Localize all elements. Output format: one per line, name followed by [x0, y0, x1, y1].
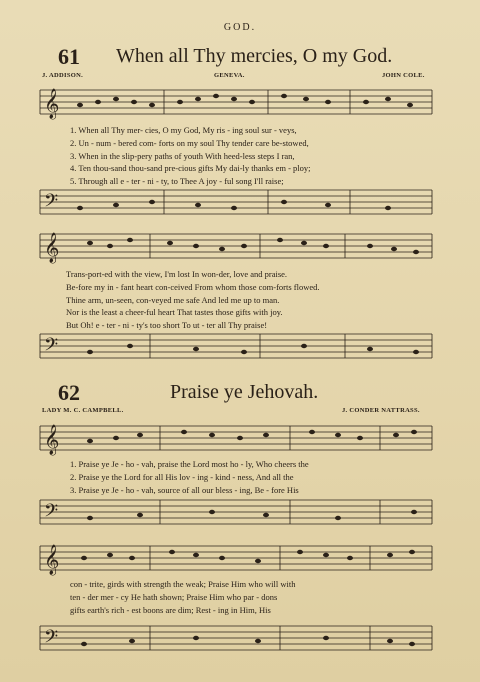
- svg-text:𝄞: 𝄞: [44, 425, 60, 454]
- bass-staff: [0, 622, 480, 656]
- bass-staff: [0, 496, 480, 530]
- svg-text:𝄢: 𝄢: [44, 500, 59, 525]
- music-composer: J. CONDER NATTRASS.: [342, 407, 420, 414]
- verse-line: ten - der mer - cy He hath shown; Praise Him who par - dons: [70, 591, 278, 602]
- treble-staff: [0, 538, 480, 578]
- words-author: LADY M. C. CAMPBELL.: [42, 407, 124, 414]
- hymn-title: When all Thy mercies, O my God.: [116, 45, 393, 67]
- verse-line: Trans-port-ed with the view, I'm lost In won-der, love and praise.: [66, 269, 288, 279]
- svg-text:𝄢: 𝄢: [44, 190, 59, 215]
- page-header: GOD.: [223, 22, 257, 33]
- verse-line: 4. Ten thou-sand thou-sand pre-cious gifts My dai-ly thanks em - ploy;: [70, 163, 311, 174]
- bass-staff: [0, 186, 480, 220]
- verse-line: 2. Praise ye the Lord for all His lov - ing - kind - ness, And all the: [70, 471, 294, 482]
- words-author: J. ADDISON.: [42, 72, 84, 79]
- verse-lines-bottom: [66, 268, 320, 332]
- hymn-number: 61: [58, 44, 80, 69]
- verse-line: Thine arm, un-seen, con-veyed me safe And led me up to man.: [66, 294, 280, 305]
- svg-text:𝄞: 𝄞: [44, 233, 60, 262]
- verse-line: Be-fore my in - fant heart con-ceived From whom those com-forts flowed.: [66, 281, 320, 292]
- verse-line: But Oh! e - ter - ni - ty's too short To ut - ter all Thy praise!: [66, 320, 268, 331]
- svg-text:𝄞: 𝄞: [44, 545, 60, 574]
- hymn-title: Praise ye Jehovah.: [170, 381, 319, 403]
- verse-line: con - trite, girds with strength the weak; Praise Him who will with: [70, 579, 296, 589]
- svg-text:𝄢: 𝄢: [44, 334, 59, 359]
- verse-line: 2. Un - num - bered com- forts on my soul Thy tender care be-stowed,: [70, 137, 309, 148]
- verse-line: 3. When in the slip-pery paths of youth With heed-less steps I ran,: [70, 150, 295, 161]
- verse-line: Nor is the least a cheer-ful heart That tastes those gifts with joy.: [66, 307, 283, 318]
- treble-staff: [0, 82, 480, 122]
- verse-line: gifts earth's rich - est boons are dim; Rest - ing in Him, His: [70, 604, 271, 615]
- treble-staff: [0, 418, 480, 458]
- verse-lines-top: [70, 458, 309, 496]
- verse-line: 1. Praise ye Je - ho - vah, praise the Lord most ho - ly, Who cheers the: [70, 459, 309, 469]
- verse-line: 5. Through all e - ter - ni - ty, to Thee A joy - ful song I'll raise;: [70, 176, 284, 187]
- svg-text:𝄢: 𝄢: [44, 626, 59, 651]
- hymn-number: 62: [58, 380, 80, 405]
- bass-staff: [0, 330, 480, 364]
- tune-name: GENEVA.: [214, 72, 245, 79]
- verse-lines-bottom: [70, 578, 295, 616]
- treble-staff: [0, 226, 480, 266]
- music-composer: JOHN COLE.: [382, 72, 425, 79]
- verse-lines-top: [70, 124, 311, 188]
- verse-line: 1. When all Thy mer- cies, O my God, My ris - ing soul sur - veys,: [70, 125, 297, 135]
- svg-text:𝄞: 𝄞: [44, 89, 60, 118]
- verse-line: 3. Praise ye Je - ho - vah, source of all our bless - ing, Be - fore His: [70, 484, 299, 495]
